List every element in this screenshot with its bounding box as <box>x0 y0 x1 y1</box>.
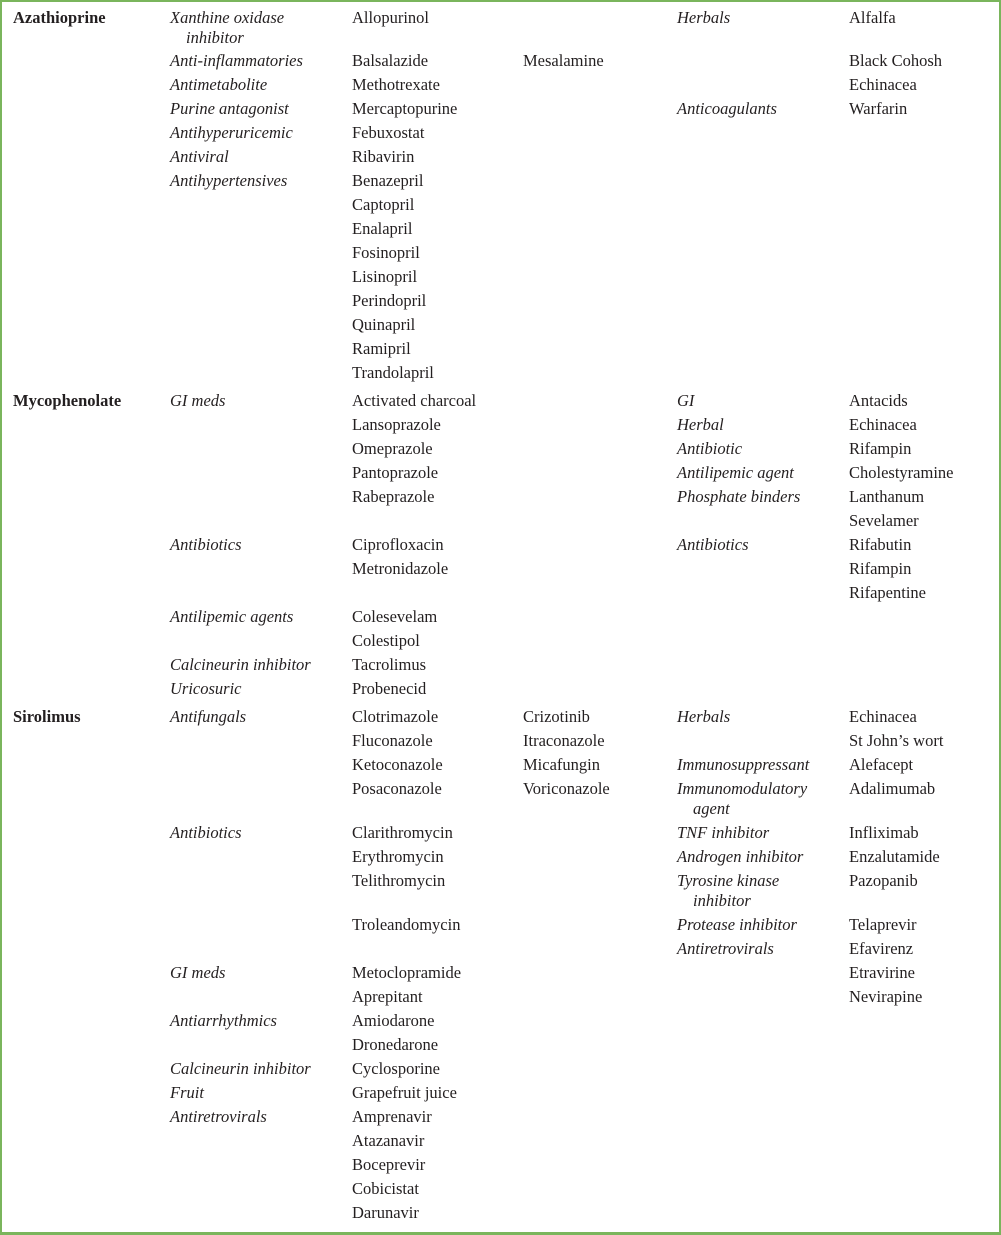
interacting-class-line: Antiviral <box>170 147 229 166</box>
interacting-class <box>170 391 345 411</box>
decreasing-class-line: Antibiotic <box>677 439 743 458</box>
decreasing-agent: Alfalfa <box>849 8 896 27</box>
decreasing-agent: Echinacea <box>849 75 917 94</box>
decreasing-class <box>677 99 837 119</box>
table-row <box>2 823 999 847</box>
interacting-agent: Posaconazole <box>352 779 442 798</box>
decreasing-class-line: Immunosuppressant <box>677 755 810 774</box>
decreasing-agent: Enzalutamide <box>849 847 940 866</box>
table-row <box>2 511 999 535</box>
interacting-class-line: Uricosuric <box>170 679 242 698</box>
table-row <box>2 315 999 339</box>
interacting-agent: Grapefruit juice <box>352 1083 457 1102</box>
interacting-class-line: Antibiotics <box>170 535 242 554</box>
decreasing-agent: Echinacea <box>849 415 917 434</box>
decreasing-agent: Adalimumab <box>849 779 936 798</box>
table-row <box>2 1131 999 1155</box>
decreasing-agent: Black Cohosh <box>849 51 943 70</box>
interacting-agent: Activated charcoal <box>352 391 477 410</box>
table-row <box>2 607 999 631</box>
decreasing-class <box>677 487 837 507</box>
decreasing-class-line: Anticoagulants <box>677 99 777 118</box>
interacting-class <box>170 679 345 699</box>
interacting-agent: Quinapril <box>352 315 416 334</box>
table-row <box>2 195 999 219</box>
decreasing-agent: Alefacept <box>849 755 914 774</box>
interacting-agent: Pantoprazole <box>352 463 439 482</box>
decreasing-agent: Echinacea <box>849 707 917 726</box>
decreasing-agent: Etravirine <box>849 963 915 982</box>
decreasing-class-line: Antibiotics <box>677 535 749 554</box>
decreasing-class-line: Herbal <box>677 415 724 434</box>
decreasing-class <box>677 915 837 935</box>
interacting-agent: Tacrolimus <box>352 655 426 674</box>
interacting-agent: Boceprevir <box>352 1155 426 1174</box>
decreasing-agent: Telaprevir <box>849 915 917 934</box>
interacting-class <box>170 1011 345 1031</box>
interacting-agent: Methotrexate <box>352 75 440 94</box>
interacting-agent: Cyclosporine <box>352 1059 440 1078</box>
interacting-class-line: Calcineurin inhibitor <box>170 655 311 674</box>
table-row <box>2 963 999 987</box>
interacting-agent: Erythromycin <box>352 847 444 866</box>
interacting-agent-extra: Mesalamine <box>523 51 604 70</box>
interacting-agent: Lansoprazole <box>352 415 441 434</box>
decreasing-class <box>677 823 837 843</box>
decreasing-agent: Lanthanum <box>849 487 925 506</box>
table-row <box>2 871 999 915</box>
decreasing-agent: Cholestyramine <box>849 463 954 482</box>
table-row <box>2 1059 999 1083</box>
interacting-agent: Troleandomycin <box>352 915 461 934</box>
interacting-agent: Benazepril <box>352 171 424 190</box>
interacting-class-line: inhibitor <box>186 28 244 47</box>
interacting-agent: Allopurinol <box>352 8 429 27</box>
interacting-class-line: Calcineurin inhibitor <box>170 1059 311 1078</box>
table-row <box>2 1083 999 1107</box>
table-row <box>2 51 999 75</box>
decreasing-class <box>677 707 837 727</box>
table-row <box>2 1179 999 1203</box>
interacting-agent: Darunavir <box>352 1203 419 1222</box>
table-row <box>2 779 999 823</box>
table-row <box>2 243 999 267</box>
decreasing-class-line: agent <box>693 799 730 818</box>
interacting-agent: Probenecid <box>352 679 427 698</box>
table-row <box>2 679 999 703</box>
interacting-agent: Fluconazole <box>352 731 433 750</box>
interacting-agent: Febuxostat <box>352 123 425 142</box>
interacting-agent: Atazanavir <box>352 1131 425 1150</box>
decreasing-agent: St John’s wort <box>849 731 944 750</box>
interacting-class <box>170 607 345 627</box>
section-sirolimus <box>2 707 999 1227</box>
decreasing-class <box>677 415 837 435</box>
table-row <box>2 915 999 939</box>
decreasing-agent: Rifampin <box>849 559 912 578</box>
decreasing-class <box>677 939 837 959</box>
decreasing-class-line: Immunomodulatory <box>677 779 808 798</box>
interacting-class <box>170 707 345 727</box>
interacting-class-line: Antihyperuricemic <box>170 123 293 142</box>
decreasing-class <box>677 463 837 483</box>
table-row <box>2 391 999 415</box>
drug-name: Azathioprine <box>13 8 106 27</box>
section-mycophenolate <box>2 391 999 703</box>
interacting-agent: Metronidazole <box>352 559 449 578</box>
decreasing-class <box>677 871 837 911</box>
table-row <box>2 655 999 679</box>
interacting-agent: Omeprazole <box>352 439 433 458</box>
decreasing-agent: Warfarin <box>849 99 908 118</box>
decreasing-agent: Antacids <box>849 391 908 410</box>
table-row <box>2 75 999 99</box>
interacting-agent: Amprenavir <box>352 1107 432 1126</box>
interacting-class-line: Antilipemic agents <box>170 607 294 626</box>
table-row <box>2 291 999 315</box>
table-row <box>2 1011 999 1035</box>
decreasing-class <box>677 8 837 28</box>
decreasing-class-line: Herbals <box>677 707 731 726</box>
interacting-agent: Colesevelam <box>352 607 438 626</box>
interacting-agent: Ketoconazole <box>352 755 443 774</box>
interacting-agent: Trandolapril <box>352 363 434 382</box>
interacting-agent: Clarithromycin <box>352 823 453 842</box>
table-row <box>2 267 999 291</box>
table-row <box>2 1107 999 1131</box>
decreasing-class <box>677 847 837 867</box>
interacting-agent: Rabeprazole <box>352 487 435 506</box>
drug-interaction-table <box>2 8 999 1227</box>
table-row <box>2 535 999 559</box>
table-row <box>2 1203 999 1227</box>
interacting-class-line: GI meds <box>170 963 226 982</box>
interacting-agent: Ramipril <box>352 339 411 358</box>
interacting-agent: Cobicistat <box>352 1179 419 1198</box>
table-row <box>2 755 999 779</box>
decreasing-class <box>677 535 837 555</box>
interacting-class-line: Antihypertensives <box>170 171 288 190</box>
decreasing-class-line: inhibitor <box>693 891 751 910</box>
interacting-agent: Metoclopramide <box>352 963 462 982</box>
table-row <box>2 939 999 963</box>
table-row <box>2 583 999 607</box>
table-row <box>2 559 999 583</box>
interacting-agent-extra: Voriconazole <box>523 779 610 798</box>
interacting-agent: Fosinopril <box>352 243 420 262</box>
interacting-agent: Captopril <box>352 195 415 214</box>
interacting-agent: Clotrimazole <box>352 707 439 726</box>
interacting-class-line: Antibiotics <box>170 823 242 842</box>
decreasing-class-line: Androgen inhibitor <box>677 847 804 866</box>
table-row <box>2 631 999 655</box>
table-row <box>2 987 999 1011</box>
interacting-class <box>170 1059 345 1079</box>
interacting-agent: Enalapril <box>352 219 413 238</box>
table-row <box>2 1155 999 1179</box>
decreasing-class <box>677 439 837 459</box>
drug-name: Sirolimus <box>13 707 81 726</box>
table-row <box>2 171 999 195</box>
decreasing-agent: Nevirapine <box>849 987 923 1006</box>
decreasing-agent: Rifampin <box>849 439 912 458</box>
interacting-class <box>170 75 345 95</box>
interacting-class-line: Purine antagonist <box>170 99 289 118</box>
decreasing-agent: Rifabutin <box>849 535 912 554</box>
decreasing-class-line: GI <box>677 391 695 410</box>
decreasing-class-line: Tyrosine kinase <box>677 871 780 890</box>
interacting-class <box>170 99 345 119</box>
section-azathioprine <box>2 8 999 387</box>
interacting-class <box>170 963 345 983</box>
interacting-class <box>170 1107 345 1127</box>
interacting-agent: Mercaptopurine <box>352 99 458 118</box>
interacting-class <box>170 8 345 48</box>
interacting-class <box>170 123 345 143</box>
interacting-agent-extra: Micafungin <box>523 755 600 774</box>
interacting-class-line: Antiretrovirals <box>170 1107 267 1126</box>
interacting-class-line: Antifungals <box>170 707 247 726</box>
interacting-agent-extra: Itraconazole <box>523 731 605 750</box>
interacting-class-line: Anti-inflammatories <box>170 51 303 70</box>
decreasing-agent: Pazopanib <box>849 871 918 890</box>
decreasing-class-line: Antiretrovirals <box>677 939 774 958</box>
interacting-class-line: Fruit <box>170 1083 204 1102</box>
table-row <box>2 99 999 123</box>
table-row <box>2 8 999 51</box>
decreasing-agent: Sevelamer <box>849 511 919 530</box>
decreasing-class-line: Herbals <box>677 8 731 27</box>
table-row <box>2 487 999 511</box>
interacting-agent: Ciprofloxacin <box>352 535 444 554</box>
interacting-agent: Balsalazide <box>352 51 429 70</box>
interacting-class-line: Xanthine oxidase <box>170 8 285 27</box>
table-row <box>2 415 999 439</box>
interacting-class <box>170 171 345 191</box>
interacting-agent: Lisinopril <box>352 267 418 286</box>
decreasing-agent: Infliximab <box>849 823 919 842</box>
table-row <box>2 731 999 755</box>
decreasing-class-line: Protease inhibitor <box>677 915 797 934</box>
interacting-class <box>170 823 345 843</box>
decreasing-agent: Rifapentine <box>849 583 926 602</box>
decreasing-class <box>677 755 837 775</box>
drug-name: Mycophenolate <box>13 391 122 410</box>
table-row <box>2 219 999 243</box>
decreasing-class <box>677 779 837 819</box>
table-row <box>2 123 999 147</box>
interacting-class-line: Antimetabolite <box>170 75 268 94</box>
interacting-agent: Aprepitant <box>352 987 423 1006</box>
table-row <box>2 339 999 363</box>
interacting-agent: Perindopril <box>352 291 427 310</box>
table-row <box>2 707 999 731</box>
interacting-class <box>170 655 345 675</box>
decreasing-class <box>677 391 837 411</box>
interacting-agent: Amiodarone <box>352 1011 435 1030</box>
decreasing-agent: Efavirenz <box>849 939 914 958</box>
decreasing-class-line: Antilipemic agent <box>677 463 794 482</box>
decreasing-class-line: Phosphate binders <box>677 487 801 506</box>
interacting-class-line: GI meds <box>170 391 226 410</box>
interacting-agent: Ribavirin <box>352 147 415 166</box>
interacting-class <box>170 535 345 555</box>
interacting-agent-extra: Crizotinib <box>523 707 590 726</box>
table-row <box>2 363 999 387</box>
interacting-agent: Telithromycin <box>352 871 446 890</box>
table-row <box>2 439 999 463</box>
interacting-class <box>170 147 345 167</box>
interacting-class <box>170 1083 345 1103</box>
table-row <box>2 147 999 171</box>
interacting-class <box>170 51 345 71</box>
table-row <box>2 1035 999 1059</box>
decreasing-class-line: TNF inhibitor <box>677 823 770 842</box>
table-row <box>2 847 999 871</box>
interacting-class-line: Antiarrhythmics <box>170 1011 277 1030</box>
interacting-agent: Colestipol <box>352 631 420 650</box>
interacting-agent: Dronedarone <box>352 1035 439 1054</box>
table-row <box>2 463 999 487</box>
